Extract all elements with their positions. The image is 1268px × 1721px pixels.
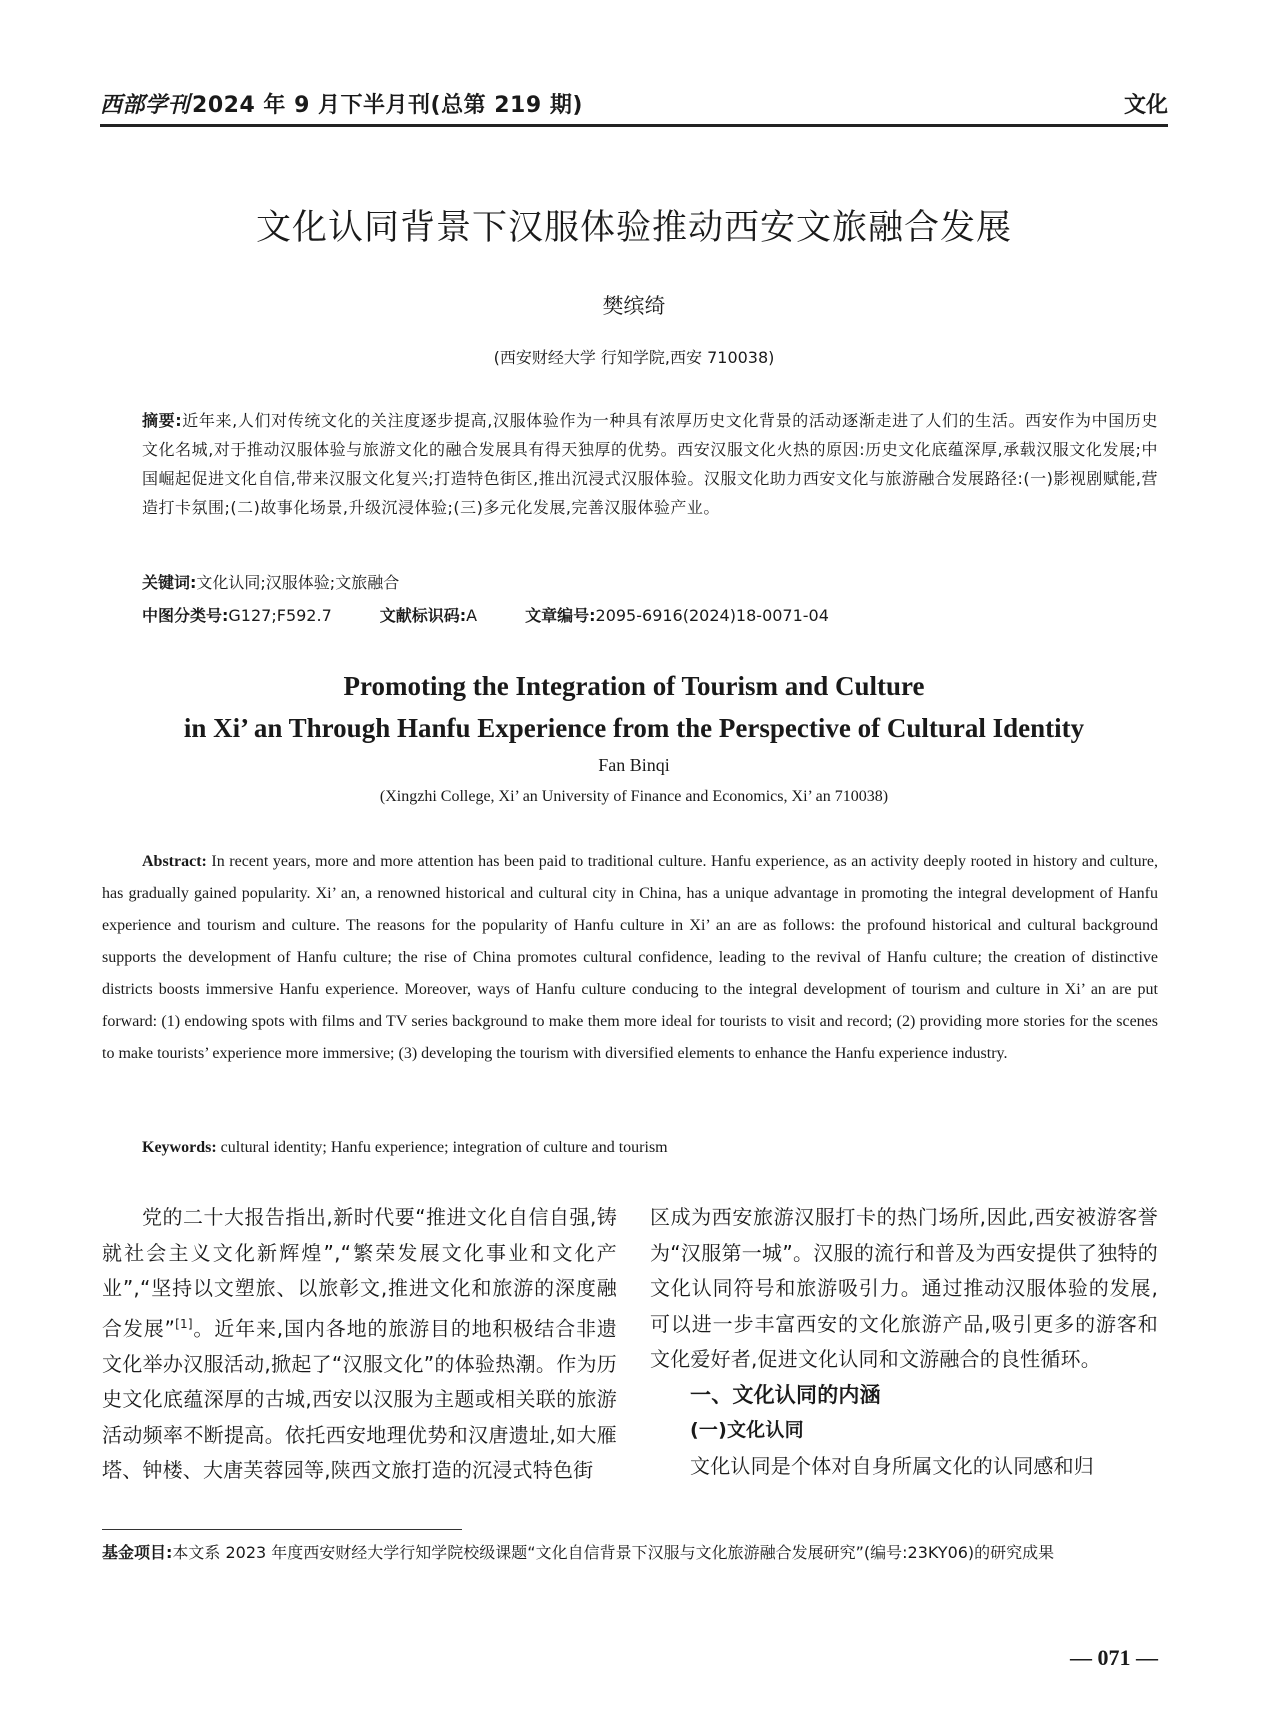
keywords-cn-label: 关键词: (142, 573, 197, 592)
article-number-label: 文章编号: (525, 606, 596, 625)
footnote (102, 1538, 1158, 1567)
keywords-en-text: cultural identity; Hanfu experience; integration of culture and tourism (216, 1139, 668, 1156)
keywords-cn-text: 文化认同;汉服体验;文旅融合 (196, 573, 400, 592)
title-en-line-2: in Xi’ an Through Hanfu Experience from the Perspective of Cultural Identity (183, 713, 1085, 743)
affiliation-en: (Xingzhi College, Xi’ an University of Finance and Economics, Xi’ an 710038) (379, 788, 889, 805)
abstract-cn-label: 摘要: (142, 411, 183, 430)
journal-issue (100, 88, 583, 119)
keywords-en (142, 1139, 668, 1157)
article-number-value: 2095-6916(2024)18-0071-04 (595, 606, 829, 625)
footnote-label: 基金项目: (102, 1543, 173, 1562)
body-column-right (650, 1200, 1158, 1484)
clc-label: 中图分类号: (142, 606, 229, 625)
body-paragraph (102, 1200, 617, 1489)
abstract-en-text: In recent years, more and more attention has been paid to traditional culture. Hanfu experience, as an activity deeply rooted in history and culture, has gradually gained popularity. Xi’ an, a renowned historical and cultural city in China, has a unique advantage in promoting the integral development of Hanfu experience and tourism and culture. The reasons for the popularity of Hanfu culture in Xi’ an are as follows: the profound historical and cultural background supports the development of Hanfu culture; the rise of China promotes cultural confidence, leading to the revival of Hanfu culture; the creation of distinctive districts boosts immersive Hanfu experience. Moreover, ways of Hanfu culture conducing to the integral development of tourism and culture in Xi’ an are put forward: (1) endowing spots with films and TV series background to make them more ideal for tourists to visit and record; (2) providing more stories for the scenes to make tourists’ experience more immersive; (3) developing the tourism with diversified elements to enhance the Hanfu experience industry. (102, 853, 1158, 1062)
abstract-en-label: Abstract: (142, 853, 207, 870)
running-header (100, 88, 1168, 124)
header-rule (100, 124, 1168, 127)
page-number: — 071 — (1070, 1645, 1158, 1670)
abstract-cn-text: 近年来,人们对传统文化的关注度逐步提高,汉服体验作为一种具有浓厚历史文化背景的活动逐渐走进了人们的生活。西安作为中国历史文化名城,对于推动汉服体验与旅游文化的融合发展具有得天独厚的优势。西安汉服文化火热的原因:历史文化底蕴深厚,承载汉服文化发展;中国崛起促进文化自信,带来汉服文化复兴;打造特色街区,推出沉浸式汉服体验。汉服文化助力西安文化与旅游融合发展路径:(一)影视剧赋能,营造打卡氛围;(二)故事化场景,升级沉浸体验;(三)多元化发展,完善汉服体验产业。 (142, 411, 1158, 517)
author-en: Fan Binqi (598, 755, 670, 775)
title-en-line-1: Promoting the Integration of Tourism and Culture (343, 671, 925, 701)
abstract-cn (142, 406, 1158, 522)
journal-logo: 西部学刊 (100, 92, 191, 118)
issue-text: 2024 年 9 月下半月刊(总第 219 期) (192, 93, 583, 118)
section-label: 文化 (1123, 93, 1168, 118)
footnote-rule (102, 1529, 462, 1530)
clc-value: G127;F592.7 (228, 606, 332, 625)
body-text: 党的二十大报告指出,新时代要“推进文化自信自强,铸就社会主义文化新辉煌”,“繁荣发展文化事业和文化产业”,“坚持以文塑旅、以旅彰文,推进文化和旅游的深度融合发展” (102, 1205, 617, 1341)
section-heading: 一、文化认同的内涵 (690, 1382, 881, 1407)
doc-code-value: A (466, 606, 478, 625)
body-text: 。近年来,国内各地的旅游目的地积极结合非遗文化举办汉服活动,掀起了“汉服文化”的体验热潮。作为历史文化底蕴深厚的古城,西安以汉服为主题或相关联的旅游活动频率不断提高。依托西安地理优势和汉唐遗址,如大雁塔、钟楼、大唐芙蓉园等,陕西文旅打造的沉浸式特色街 (102, 1316, 617, 1483)
subsection-heading: (一)文化认同 (690, 1419, 804, 1441)
title-cn: 文化认同背景下汉服体验推动西安文旅融合发展 (255, 208, 1012, 248)
affiliation-cn: (西安财经大学 行知学院,西安 710038) (493, 348, 775, 367)
keywords-cn (142, 570, 399, 593)
title-en (100, 665, 1168, 749)
author-cn: 樊缤绮 (602, 294, 666, 318)
body-paragraph: 区成为西安旅游汉服打卡的热门场所,因此,西安被游客誉为“汉服第一城”。汉服的流行和普及为西安提供了独特的文化认同符号和旅游吸引力。通过推动汉服体验的发展,可以进一步丰富西安的文化旅游产品,吸引更多的游客和文化爱好者,促进文化认同和文游融合的良性循环。 (650, 1205, 1158, 1371)
classification-line (142, 603, 829, 626)
citation-1[interactable]: [1] (175, 1316, 193, 1331)
abstract-en (102, 846, 1158, 1070)
body-paragraph: 文化认同是个体对自身所属文化的认同感和归 (690, 1453, 1094, 1478)
doc-code-label: 文献标识码: (379, 606, 467, 625)
body-column-left (102, 1200, 617, 1489)
keywords-en-label: Keywords: (142, 1139, 217, 1156)
footnote-text: 本文系 2023 年度西安财经大学行知学院校级课题“文化自信背景下汉服与文化旅游融合发展研究”(编号:23KY06)的研究成果 (172, 1543, 1055, 1562)
